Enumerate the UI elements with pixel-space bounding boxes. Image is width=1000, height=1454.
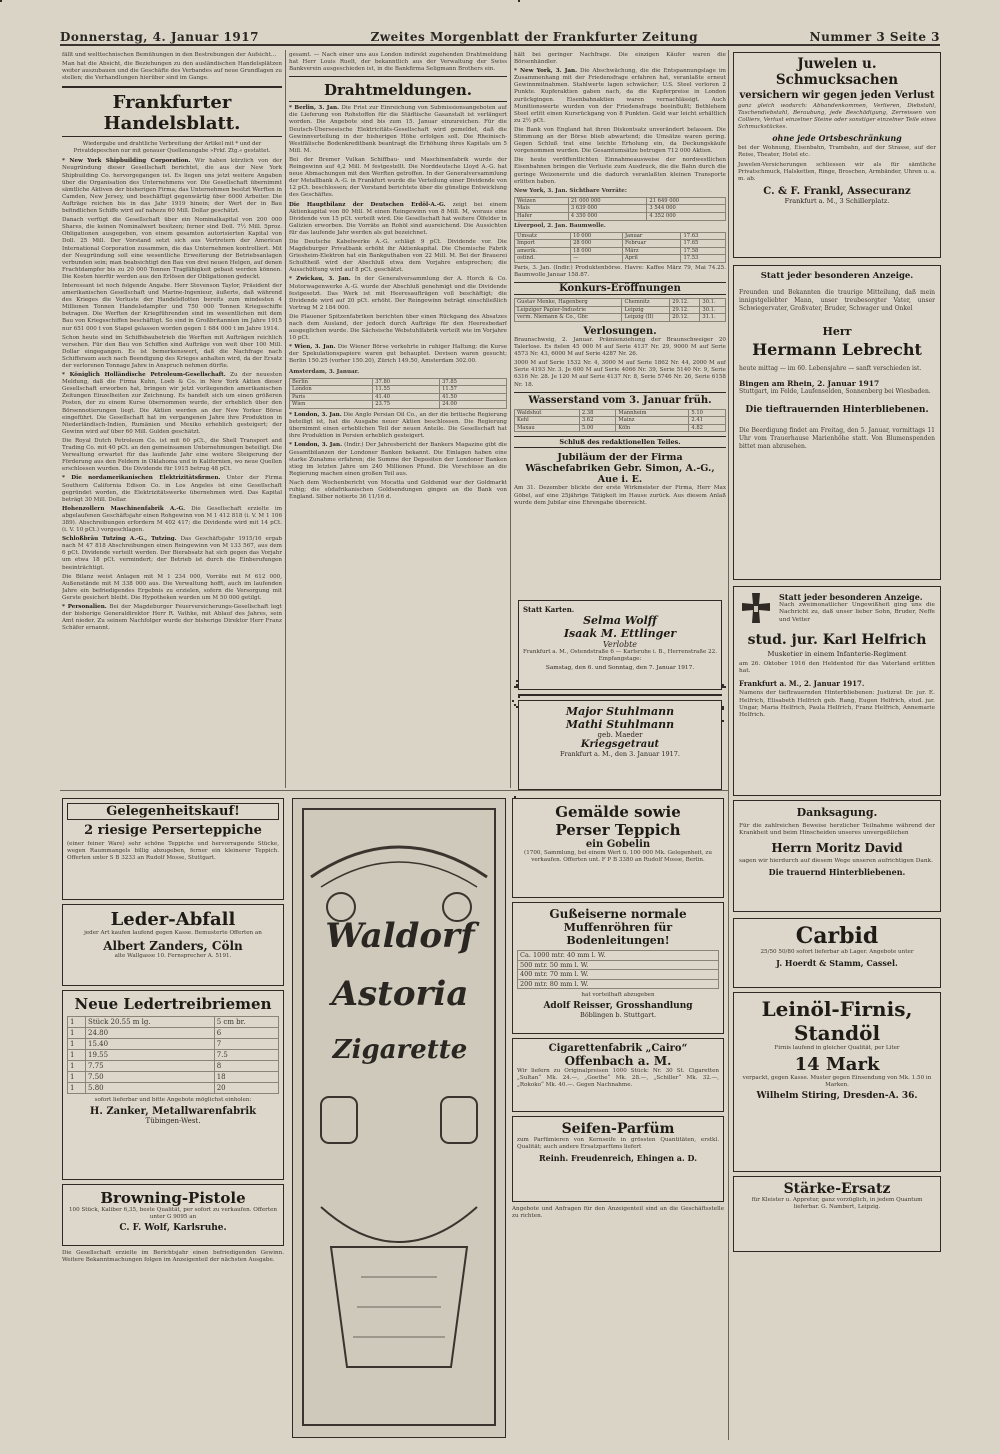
intro-text: hält bei geringer Nachfrage. Die einzigen Käufer waren die Börsenhändler. bbox=[514, 52, 726, 66]
ad-stuhlmann: Major Stuhlmann Mathi Stuhlmann geb. Maeder Kriegsgetraut Frankfurt a. M., den 3. Januar 1917. bbox=[518, 700, 722, 790]
newspaper-page: Donnerstag, 4. Januar 1917 Zweites Morgenblatt der Frankfurter Zeitung Nummer 3 Seite 3 fällt und welttechnischen Bemühungen in den Bestrebungen der Aufsicht... Man hat die Absicht, die Beziehungen zu den ausländischen Handelsplätzen weiter auszubauen und die Geschäfte des Verbandes auf neue Grundlagen zu stellen; die Verhandlungen hierüber sind im Gange. Frankfurter Handelsblatt. Wiedergabe und drahtliche Verbreitung der Artikel mit * und der Privatdepeschen nur mit genauer Quellenangabe »Frkf. Ztg.« gestattet. * New York Shipbuilding Corporation. Wir haben kürzlich von der Neugründung dieser Gesellschaft berichtet, die aus der New York Shipbuilding Co. hervorgegangen ist. Es liegen uns jetzt weitere Angaben über die Organisation des Unternehmens vor. Die Gesellschaft übernimmt sämtliche Aktiven der bisherigen Firma; das Unternehmen besitzt Werften in Camden, New Jersey, und beschäftigt gegenwärtig über 6000 Arbeiter. Die Aufträge reichen bis in das Jahr 1919 hinein; der Wert der in Bau befindlichen Schiffe wird auf nahezu 60 Mill. Dollar geschätzt. Danach verfügt die Gesellschaft über ein Nominalkapital von 200 000 Shares, die keinen Nominalwert besitzen; ferner sind Doll. 7½ Mill. 5proz. Obligationen ausgegeben, von einem gesamten autorisierten Kapital von Doll. 25 Mill. Der Vorstand setzt sich aus Vertretern der American International Corporation zusammen, die das Unternehmen kontrolliert. Mit der Neugründung soll eine wesentliche Erweiterung der Betriebsanlagen verbunden sein; man beabsichtigt den Bau von drei neuen Helgen, auf denen Frachtdampfer bis zu 20 000 Tonnen Tragfähigkeit gebaut werden können. Die Kosten hierfür werden aus den Erlösen der Obligationen gedeckt. Interessant ist noch folgende Angabe. Herr Stevenson Taylor, Präsident der amerikanischen Gesellschaft und Marine-Ingenieur, äußerte, daß während des Krieges die Verluste der Handelsflotten bereits zum mindesten 4 Millionen Tonnen Handelsdampfer und 750 000 Tonnen Kriegsschiffe betragen. Die Werften der Kriegführenden sind im wesentlichen mit dem Bau von Kriegsschiffen beschäftigt. So sind in Großbritannien im Jahre 1915 nur 651 000 t von Stapel gelassen worden gegen 1 684 000 t im Jahre 1914. Schon heute sind im Schiffsbaubetrieb die Werften mit Aufträgen reichlich versehen. Für den Bau von Schiffen sind Aufträge von weit über 100 Mill. Dollar eingegangen. Es ist bemerkenswert, daß die Nachfrage nach Schiffsraum auch nach Beendigung des Krieges anhalten wird, da der Ersatz der verlorenen Tonnage Jahre in Anspruch nehmen dürfte. * Königlich Holländische Petroleum-Gesellschaft. Zu der neuesten Meldung, daß die Firma Kuhn, Loeb & Co. in New York Aktien dieser Gesellschaft erworben hat, bringen wir jetzt vorliegenden amerikanischen Zeitungen Einzelheiten zur Zeichnung. Es handelt sich um einen größeren Posten, der zu einem Kurse übernommen wurde, der erheblich über den Börsennotierungen liegt. Die Aktien werden an der New Yorker Börse eingeführt. Die Gesellschaft hat im vergangenen Jahre ihre Produktion in Niederländisch-Indien, Rumänien und Mexiko erheblich gesteigert; der Gewinn wird auf über 60 Mill. Gulden geschätzt. Die Royal Dutch Petroleum Co. ist mit 60 pCt., die Shell Transport and Trading Co. mit 40 pCt. an den gemeinsamen Unternehmungen beteiligt. Die Verwaltung erwartet für das laufende Jahr eine weitere Steigerung der Förderung aus den Feldern in Oklahoma und in Kalifornien, wo neue Quellen erschlossen wurden. Die Dividende für 1915 betrug 48 pCt. * Die nordamerikanischen Elektrizitätsfirmen. Unter der Firma Southern California Edison Co. in Los Angeles ist eine Gesellschaft gegründet worden, die Elektrizitätswerke übernehmen wird. Das Kapital beträgt 30 Mill. Dollar. Hohenzollern Maschinenfabrik A.-G. Die Gesellschaft erzielte im abgelaufenen Geschäftsjahr einen Rohgewinn von M 1 412 818 (i. V. M 1 106 389). Abschreibungen erfordern M 402 417; die Dividende wird mit 14 pCt. (i. V. 10 pCt.) vorgeschlagen. Schloßbräu Tutzing A.-G., Tutzing. Das Geschäftsjahr 1915/16 ergab nach M 47 818 Abschreibungen einen Reingewinn von M 133 567, aus dem 6 pCt. Dividende verteilt werden. Der Bierabsatz hat sich gegen das Vorjahr um etwa 18 pCt. vermindert; der Betrieb ist durch die Einberufungen beeinträchtigt. Die Bilanz weist Anlagen mit M 1 234 000, Vorräte mit M 612 000, Außenstände mit M 338 000 aus. Die Verwaltung hofft, auch im laufenden Jahre ein befriedigendes Ergebnis zu erzielen, sofern die Versorgung mit Gerste gesichert bleibt. Die Hypotheken wurden um M 50 000 getilgt. * Personalien. Bei der Magdeburger Feuerversicherungs-Gesellschaft legt der bisherige Generaldirektor Herr R. Vathke, mit Ablauf des Jahres, sein Amt nieder. Zu seinem Nachfolger wurde der bisherige Direktor Herr Franz Schäfer ernannt. gesamt. — Nach einer uns aus London indirekt zugehenden Drahtmeldung hat Herr Louis Ruelt, der bekanntlich aus der Verwaltung der Swiss Bankverein ausgeschieden ist, in die Bankfirma Seligmann Brothers ein. Drahtmeldungen. * Berlin, 3. Jan. Die Frist zur Einreichung von Submissionsangeboten auf die Lieferung von Rohstoffen für die Städtische Gasanstalt ist verlängert worden. Die Angebote sind bis zum 15. Januar einzureichen. Für die Deutsch-Überseeische Elektricitäts-Gesellschaft wird gemeldet, daß die Gewinnverteilung in der bisherigen Höhe erfolgen soll. Die Rheinisch-Westfälische Bodenkreditbank beantragt die Erhöhung ihres Kapitals um 5 Mill. M. Bei der Bremer Vulkan Schiffbau- und Maschinenfabrik wurde der Reingewinn auf 4,2 Mill. M festgestellt. Die Norddeutsche Lloyd A.-G. hat neue Abmachungen mit den Werften getroffen. In der Generalversammlung der Metallbank A.-G. in Frankfurt wurde die Verteilung einer Dividende von 12 pCt. beschlossen; der Vorstand berichtete über die günstige Entwicklung des Geschäftes. Die Hauptbilanz der Deutschen Erdöl-A.-G. zeigt bei einem Aktienkapital von 80 Mill. M einen Reingewinn von 8 Mill. M, woraus eine Dividende von 15 pCt. verteilt wird. Die Gesellschaft hat weitere Ölfelder in Galizien erworben. Die Vorräte an Rohöl sind ausreichend. Die Aussichten für das laufende Jahr werden als gut bezeichnet. Die Deutsche Kabelwerke A.-G. schlägt 9 pCt. Dividende vor. Die Magdeburger Privatbank erhöht ihr Aktienkapital. Die Chemische Fabrik Griesheim-Elektron hat ein Bankguthaben von 22 Mill. M. Bei der Brauerei Schultheiß wird der Abschluß etwa dem Vorjahre entsprechen; die Ausschüttung wird auf 8 pCt. geschätzt. * Zwickau, 3. Jan. In der Generalversammlung der A. Horch & Co. Motorwagenwerke A.-G. wurde der Abschluß genehmigt und die Dividende festgesetzt. Das Werk ist mit Heeresaufträgen voll beschäftigt; die Dividende wird auf 20 pCt. erhöht. Der Reingewinn beträgt einschließlich Vortrag M 2 184 000. Die Plauener Spitzenfabriken berichten über einen Rückgang des Absatzes nach dem Ausland, der jedoch durch Aufträge für den Heeresbedarf ausgeglichen wurde. Die Sächsische Webstuhlfabrik verteilt wie im Vorjahre 10 pCt. * Wien, 3. Jan. Die Wiener Börse verkehrte in ruhiger Haltung; die Kurse der Spekulationspapiere waren gut behauptet. Devisen waren gesucht; Berlin 150.25 (vorher 150.20), Zürich 149.50, Amsterdam 302.00. Amsterdam, 3. Januar. Berlin 37.80 37.85 London 11.55 11.57 Paris 41.40 41.50 Wien 23.75 24.00 * London, 3. Jan. Die Anglo Persian Oil Co., an der die britische Regierung beteiligt ist, hat die Ausgabe neuer Aktien beschlossen. Die Regierung übernimmt einen erheblichen Teil der neuen Anteile. Die Gesellschaft hat ihre Produktion in Persien erheblich gesteigert. * London, 3. Jan. (Indir.) Der Jahresbericht der Bankers Magazine gibt die Gesamtbilanzen der Londoner Banken bekannt. Die Einlagen haben eine starke Zunahme erfahren; die Summe der Depositen der Londoner Banken stieg im letzten Jahre um 240 Millionen Pfund. Die Vorschüsse an die Regierung machen einen großen Teil aus. Nach dem Wochenbericht von Mocatta und Goldsmid war der Goldmarkt ruhig; die südafrikanischen Goldsendungen gingen an die Bank von England. Silber notierte 36 11/16 d. hält bei geringer Nachfrage. Die einzigen Käufer waren die Börsenhändler. * New York, 3. Jan. Die Abschwächung, die die Entspannungslage im Zusammenhang mit der Friedensfrage erfahren hat, veranlaßte erneut Gewinnmitnahmen. Stahlwerte lagen schwächer; U.S. Steel verloren 2 Punkte. Kupferaktien gaben nach, da die Kupferpreise in London zurückgingen. Eisenbahnaktien waren vernachlässigt. Auch Munitionswerte wurden von der Friedensfrage beeinflußt; Bethlehem Steel erlitt einen Kursrückgang von 8 Punkten. Geld war leicht erhältlich zu 2½ pCt. Die Bank von England hat ihren Diskontsatz unverändert belassen. Die Stimmung an der Börse blieb abwartend; die Umsätze waren gering. Gegen Schluß trat eine leichte Erholung ein, da Deckungskäufe vorgenommen wurden. Die Gesamtumsätze betrugen 712 000 Aktien. Die heute veröffentlichten Einnahmeausweise der nordwestlichen Eisenbahnen bringen die Verluste zum Ausdruck, die die Bahn durch die geringe Weizenernte und die dadurch veranlaßten kleinen Transporte erlitten haben. New York, 3. Jan. Sichtbare Vorräte: Weizen 21 000 000 21 649 000 Mais 3 639 000 3 544 000 Hafer 4 350 000 4 352 000 Liverpool, 2. Jan. Baumwolle. Umsatz 10 000 Januar 17.63 Import 28 000 Februar 17.65 amerik. 18 000 März 17.58 ostind. — April 17.53 Paris, 3. Jan. (Indir.) Produktenbörse. Havre: Kaffee März 79, Mai 74.25. Baumwolle Januar 158.87. Konkurs-Eröffnungen Gustav Menke, Hagenberg Chemnitz 29.12. 30.1. Leipziger Papier-Industrie Leipzig 29.12. 30.1. verm. Niemann & Co., Gbr. Leipzig (II) 20.12. 31.1. Verlosungen. Braunschweig, 2. Januar. Prämienziehung der Braunschweiger 20 Talerlose. Es fielen 45 000 M auf Serie 4137 Nr. 29, 9000 M auf Serie 4573 Nr. 43, 6000 M auf Serie 4287 Nr. 26. 3000 M auf Serie 1532 Nr. 4, 3000 M auf Serie 1862 Nr. 44, 2000 M auf Serie 4193 Nr. 3. Je 600 M auf Serie 4066 Nr. 39, Serie 5140 Nr. 9, Serie 6316 Nr. 28. Je 120 M auf Serie 4137 Nr. 8, Serie 5746 Nr. 26, Serie 6158 Nr. 18. Wasserstand vom 3. Januar früh. Waldshut 2.38 Mannheim 5.10 Kehl 3.62 Mainz 2.41 Maxau 5.00 Köln 4.82 Schluß des redaktionellen Teiles. Jubiläum der der Firma Wäschefabriken Gebr. Simon, A.-G., Aue i. E. Am 31. Dezember blickte der erste Wirkmeister der Firma, Herr Max Göbel, auf eine 25jährige Tätigkeit im Hause zurück. Aus diesem Anlaß wurde dem Jubilar eine Ehrengabe überreicht. Juwelen u. Schmucksachen versichern wir gegen jeden Verlust ganz gleich wodurch: Abhandenkommen, Verlieren, Diebstahl, Taschendiebstahl, Beraubung, jede Beschädigung, Zerreissen von Colliers, Verlust einzelner Steine oder sonstiger einzelner Teile eines Schmuckstückes. ohne jede Ortsbeschränkung bei der Wohnung, Eisenbahn, Trambahn, auf der Strasse, auf der Reise, Theater, Hotel etc. Juwelen-Versicherungen schliessen wir als für sämtliche Privatschmuck, Halsketten, Ringe, Broschen, Armbänder, Uhren u. a. m. ab. C. & F. Frankl, Assecuranz Frankfurt a. M., 3 Schillerplatz. Statt jeder besonderen Anzeige. Freunden und Bekannten die traurige Mitteilung, daß mein innigstgeliebter Mann, unser treubesorgter Vater, unser Schwiegervater, Großvater, Bruder, Schwager und Onkel Herr Hermann Lebrecht heute mittag — im 60. Lebensjahre — sanft verschieden ist. Bingen am Rhein, 2. Januar 1917 Stuttgart, im Felde, Laufenselden, Sonnenberg bei Wiesbaden. Die tieftrauernden Hinterbliebenen. Die Beerdigung findet am Freitag, den 5. Januar, vormittags 11 Uhr vom Trauerhause Marienhöhe statt. Von Blumenspenden bittet man abzusehen. Statt jeder besonderen Anzeige. Nach zweimonatlicher Ungewißheit ging uns die Nachricht zu, daß unser lieber Sohn, Bruder, Neffe und Vetter stud. jur. Karl Helfrich Musketier in einem Infanterie-Regiment am 26. Oktober 1916 den Heldentod für das Vaterland erlitten hat. Frankfurt a. M., 2. Januar 1917. Namens der tieftrauernden Hinterbliebenen: Justizrat Dr. jur. E. Helfrich, Elisabeth Helfrich geb. Rang, Eugen Helfrich, stud. jur. Ungar, Maria Helfrich, Paula Helfrich, Franz Helfrich, Annemarie Helfrich. Danksagung. Für die zahlreichen Beweise herzlicher Teilnahme während der Krankheit und beim Hinscheiden unseres unvergeßlichen Herrn Moritz David sagen wir hierdurch auf diesem Wege unseren aufrichtigen Dank. Die trauernd Hinterbliebenen. Gelegenheitskauf! 2 riesige Perserteppiche (einer feiner Ware) sehr schöne Teppiche und hervorragende Stücke, wegen Raummangels billig abzugeben, ferner ein kleinerer Teppich. Offerten unter S B 3233 an Rudolf Mosse, Stuttgart. Leder-Abfall jeder Art kaufen laufend gegen Kasse. Bemusterte Offerten an Albert Zanders, Cöln alte Wallgasse 10. Fernsprecher A. 5191. Neue Ledertreibriemen 1 Stück 20.55 m lg. 5 cm br. 1 24.80 6 1 15.40 7 1 19.55 7.5 1 7.75 8 1 7.50 18 1 5.80 20 sofort lieferbar und bitte Angebote möglichst einholen: H. Zanker, Metallwarenfabrik Tübingen-West. Browning-Pistole 100 Stück, Kaliber 6,35, beste Qualität, per sofort zu verkaufen. Offerten unter G 9095 an C. F. Wolf, Karlsruhe. Die Gesellschaft erzielte im Berichtsjahr einen befriedigenden Gewinn. Weitere Bekanntmachungen folgen im Anzeigenteil der nächsten Ausgabe. Waldorf Astoria Zigarette Gemälde sowie Perser Teppich ein Gobelin (1700, Sammlung, bei einem Wert ü. 100 000 Mk. Gelegenheit, zu verkaufen. Offerten unt. F P B 3380 an Rudolf Mosse, Berlin. Gußeiserne normale Muffenröhren für Bodenleitungen! Ca. 1000 mtr. 40 mm l. W. 500 mtr. 50 mm l. W. 400 mtr. 70 mm l. W. 200 mtr. 80 mm l. W. hat vorteilhaft abzugeben Adolf Reisser, Grosshandlung Böblingen b. Stuttgart. Cigarettenfabrik „Cairo“ Offenbach a. M. Wir liefern zu Originalpreisen 1000 Stück: Nr. 30 St. Cigaretten „Sultan“ Mk. 24.—, „Goethe“ Mk. 28.—, „Schiller“ Mk. 32.—, „Rokoko“ Mk. 40.—. Gegen Nachnahme. Seifen-Parfüm zum Parfümieren von Kernseife in grössten Quantitäten, erstkl. Qualität; auch andere Ersatzparfüms liefert Reinh. Freudenreich, Ehingen a. D. Angebote und Anfragen für den Anzeigenteil sind an die Geschäftsstelle zu richten. Carbid 25/50 50/80 sofort lieferbar ab Lager. Angebote unter J. Hoerdt & Stamm, Cassel. Leinöl-Firnis, Standöl Firnis laufend in gleicher Qualität, per Liter 14 Mark verpackt, gegen Kasse. Muster gegen Einsendung von Mk. 1.50 in Marken. Wilhelm Stiring, Dresden-A. 36. Stärke-Ersatz für Kleister u. Appretur, ganz vorzüglich, in jedem Quantum lieferbar. G. Nambert, Leipzig. bbox=[0, 0, 1000, 1454]
ad-juwelen-sub: versichern wir gegen jeden Verlust bbox=[739, 90, 935, 101]
table-row: London 11.55 11.57 bbox=[290, 386, 507, 394]
column-handelsblatt: fällt und welttechnischen Bemühungen in den Bestrebungen der Aufsicht... Man hat die Absicht, die Beziehungen zu den ausländischen Handelsplätzen weiter auszubauen und die Geschäfte des Verbandes auf neue Grundlagen zu stellen; die Verhandlungen hierüber sind im Gange. Frankfurter Handelsblatt. Wiedergabe und drahtliche Verbreitung der Artikel mit * und der Privatdepeschen nur mit genauer Quellenangabe »Frkf. Ztg.« gestattet. * New York Shipbuilding Corporation. Wir haben kürzlich von der Neugründung dieser Gesellschaft berichtet, die aus der New York Shipbuilding Co. hervorgegangen ist. Es liegen uns jetzt weitere Angaben über die Organisation des Unternehmens vor. Die Gesellschaft übernimmt sämtliche Aktiven der bisherigen Firma; das Unternehmen besitzt Werften in Camden, New Jersey, und beschäftigt gegenwärtig über 6000 Arbeiter. Die Aufträge reichen bis in das Jahr 1919 hinein; der Wert der in Bau befindlichen Schiffe wird auf nahezu 60 Mill. Dollar geschätzt. Danach verfügt die Gesellschaft über ein Nominalkapital von 200 000 Shares, die keinen Nominalwert besitzen; ferner sind Doll. 7½ Mill. 5proz. Obligationen ausgegeben, von einem gesamten autorisierten Kapital von Doll. 25 Mill. Der Vorstand setzt sich aus Vertretern der American International Corporation zusammen, die das Unternehmen kontrolliert. Mit der Neugründung soll eine wesentliche Erweiterung der Betriebsanlagen verbunden sein; man beabsichtigt den Bau von drei neuen Helgen, auf denen Frachtdampfer bis zu 20 000 Tonnen Tragfähigkeit gebaut werden können. Die Kosten hierfür werden aus den Erlösen der Obligationen gedeckt. Interessant ist noch folgende Angabe. Herr Stevenson Taylor, Präsident der amerikanischen Gesellschaft und Marine-Ingenieur, äußerte, daß während des Krieges die Verluste der Handelsflotten bereits zum mindesten 4 Millionen Tonnen Handelsdampfer und 750 000 Tonnen Kriegsschiffe betragen. Die Werften der Kriegführenden sind im wesentlichen mit dem Bau von Kriegsschiffen beschäftigt. So sind in Großbritannien im Jahre 1915 nur 651 000 t von Stapel gelassen worden gegen 1 684 000 t im Jahre 1914. Schon heute sind im Schiffsbaubetrieb die Werften mit Aufträgen reichlich versehen. Für den Bau von Schiffen sind Aufträge von weit über 100 Mill. Dollar eingegangen. Es ist bemerkenswert, daß die Nachfrage nach Schiffsraum auch nach Beendigung des Krieges anhalten wird, da der Ersatz der verlorenen Tonnage Jahre in Anspruch nehmen dürfte. * Königlich Holländische Petroleum-Gesellschaft. Zu der neuesten Meldung, daß die Firma Kuhn, Loeb & Co. in New York Aktien dieser Gesellschaft erworben hat, bringen wir jetzt vorliegenden amerikanischen Zeitungen Einzelheiten zur Zeichnung. Es handelt sich um einen größeren Posten, der zu einem Kurse übernommen wurde, der erheblich über den Börsennotierungen liegt. Die Aktien werden an der New Yorker Börse eingeführt. Die Gesellschaft hat im vergangenen Jahre ihre Produktion in Niederländisch-Indien, Rumänien und Mexiko erheblich gesteigert; der Gewinn wird auf über 60 Mill. Gulden geschätzt. Die Royal Dutch Petroleum Co. ist mit 60 pCt., die Shell Transport and Trading Co. mit 40 pCt. an den gemeinsamen Unternehmungen beteiligt. Die Verwaltung erwartet für das laufende Jahr eine weitere Steigerung der Förderung aus den Feldern in Oklahoma und in Kalifornien, wo neue Quellen erschlossen wurden. Die Dividende für 1915 betrug 48 pCt. * Die nordamerikanischen Elektrizitätsfirmen. Unter der Firma Southern California Edison Co. in Los Angeles ist eine Gesellschaft gegründet worden, die Elektrizitätswerke übernehmen wird. Das Kapital beträgt 30 Mill. Dollar. Hohenzollern Maschinenfabrik A.-G. Die Gesellschaft erzielte im abgelaufenen Geschäftsjahr einen Rohgewinn von M 1 412 818 (i. V. M 1 106 389). Abschreibungen erfordern M 402 417; die Dividende wird mit 14 pCt. (i. V. 10 pCt.) vorgeschlagen. Schloßbräu Tutzing A.-G., Tutzing. Das Geschäftsjahr 1915/16 ergab nach M 47 818 Abschreibungen einen Reingewinn von M 133 567, aus dem 6 pCt. Dividende verteilt werden. Der Bierabsatz hat sich gegen das Vorjahr um etwa 18 pCt. vermindert; der Betrieb ist durch die Einberufungen beeinträchtigt. Die Bilanz weist Anlagen mit M 1 234 000, Vorräte mit M 612 000, Außenstände mit M 338 000 aus. Die Verwaltung hofft, auch im laufenden Jahre ein befriedigendes Ergebnis zu erzielen, sofern die Versorgung mit Gerste gesichert bleibt. Die Hypotheken wurden um M 50 000 getilgt. * Personalien. Bei der Magdeburger Feuerversicherungs-Gesellschaft legt der bisherige Generaldirektor Herr R. Vathke, mit Ablauf des Jahres, sein Amt nieder. Zu seinem Nachfolger wurde der bisherige Direktor Herr Franz Schäfer ernannt. bbox=[62, 52, 282, 632]
jubilaeum-title: Jubiläum der der Firma bbox=[557, 452, 683, 464]
cotton-table: Umsatz 10 000 Januar 17.63 Import 28 000 Februar 17.65 amerik. 18 000 März 17.58 ostind. — April 17.53 bbox=[514, 232, 726, 263]
article: * New York, 3. Jan. Die Abschwächung, die die Entspannungslage im Zusammenhang mit der Friedensfrage erfahren hat, veranlaßte erneut Gewinnmitnahmen. Stahlwerte lagen schwächer; U.S. Steel verloren 2 Punkte. Kupferaktien gaben nach, da die Kupferpreise in London zurückgingen. Eisenbahnaktien waren vernachlässigt. Auch Munitionswerte wurden von der Friedensfrage beeinflußt; Bethlehem Steel erlitt einen Kursrückgang von 8 Punkten. Geld war leicht erhältlich zu 2½ pCt. bbox=[514, 68, 726, 124]
header-date: Donnerstag, 4. Januar 1917 bbox=[60, 30, 259, 44]
table-row: 1 Stück 20.55 m lg. 5 cm br. bbox=[68, 1017, 279, 1028]
ad-gelegenheitskauf: Gelegenheitskauf! 2 riesige Perserteppiche (einer feiner Ware) sehr schöne Teppiche und hervorragende Stücke, wegen Raummangels billig abzugeben, ferner ein kleinerer Teppich. Offerten unter S B 3233 an Rudolf Mosse, Stuttgart. bbox=[62, 798, 284, 900]
riemen-table bbox=[67, 1016, 279, 1094]
verlosung-text: Braunschweig, 2. Januar. Prämienziehung der Braunschweiger 20 Talerlose. Es fielen 45 000 M auf Serie 4137 Nr. 29, 9000 M auf Serie 4573 Nr. 43, 6000 M auf Serie 4287 Nr. 26. bbox=[514, 337, 726, 358]
ad-leinoel: Leinöl-Firnis, Standöl Firnis laufend in gleicher Qualität, per Liter 14 Mark verpackt, gegen Kasse. Muster gegen Einsendung von Mk. 1.50 in Marken. Wilhelm Stiring, Dresden-A. 36. bbox=[733, 992, 941, 1172]
table-row: 1 7.75 8 bbox=[68, 1061, 279, 1072]
water-table: Waldshut 2.38 Mannheim 5.10 Kehl 3.62 Mainz 2.41 Maxau 5.00 Köln 4.82 bbox=[514, 409, 726, 433]
verlosung-title: Verlosungen. bbox=[583, 326, 657, 337]
column-rule bbox=[285, 50, 286, 788]
table-row: Paris 41.40 41.50 bbox=[290, 393, 507, 401]
ad-lebrecht: Statt jeder besonderen Anzeige. Freunden und Bekannten die traurige Mitteilung, daß mein innigstgeliebter Mann, unser treubesorgter Vater, unser Schwiegervater, Großvater, Bruder, Schwager und Onkel Herr Hermann Lebrecht heute mittag — im 60. Lebensjahre — sanft verschieden ist. Bingen am Rhein, 2. Januar 1917 Stuttgart, im Felde, Laufenselden, Sonnenberg bei Wiesbaden. Die tieftrauernden Hinterbliebenen. Die Beerdigung findet am Freitag, den 5. Januar, vormittags 11 Uhr vom Trauerhause Marienhöhe statt. Von Blumenspenden bittet man abzusehen. bbox=[733, 265, 941, 580]
ad-carbid: Carbid 25/50 50/80 sofort lieferbar ab Lager. Angebote unter J. Hoerdt & Stamm, Cassel. bbox=[733, 918, 941, 988]
astoria-word: Astoria bbox=[331, 975, 469, 1013]
ad-leder-abfall: Leder-Abfall jeder Art kaufen laufend gegen Kasse. Bemusterte Offerten an Albert Zanders, Cöln alte Wallgasse 10. Fernsprecher A. 5191. bbox=[62, 904, 284, 986]
article: * Personalien. Bei der Magdeburger Feuerversicherungs-Gesellschaft legt der bisherige Generaldirektor Herr R. Vathke, mit Ablauf des Jahres, sein Amt nieder. Zu seinem Nachfolger wurde der bisherige Direktor Herr Franz Schäfer ernannt. bbox=[62, 604, 282, 632]
end-editorial: Schluß des redaktionellen Teiles. bbox=[559, 438, 681, 447]
article: Danach verfügt die Gesellschaft über ein Nominalkapital von 200 000 Shares, die keinen Nominalwert besitzen; ferner sind Doll. 7½ Mill. 5proz. Obligationen ausgegeben, von einem gesamten autorisierten Kapital von Doll. 25 Mill. Der Vorstand setzt sich aus Vertretern der American International Corporation zusammen, die das Unternehmen kontrolliert. Mit der Neugründung soll eine wesentliche Erweiterung der Betriebsanlagen verbunden sein; man beabsichtigt den Bau von drei neuen Helgen, auf denen Frachtdampfer bis zu 20 000 Tonnen Tragfähigkeit gebaut werden können. Die Kosten hierfür werden aus den Erlösen der Obligationen gedeckt. bbox=[62, 217, 282, 280]
zigarette-word: Zigarette bbox=[332, 1035, 468, 1065]
ad-juwelen: Juwelen u. Schmucksachen versichern wir gegen jeden Verlust ganz gleich wodurch: Abhandenkommen, Verlieren, Diebstahl, Taschendiebstahl, Beraubung, jede Beschädigung, Zerreissen von Colliers, Verlust einzelner Steine oder sonstiger einzelner Teile eines Schmuckstückes. ohne jede Ortsbeschränkung bei der Wohnung, Eisenbahn, Trambahn, auf der Strasse, auf der Reise, Theater, Hotel etc. Juwelen-Versicherungen schliessen wir als für sämtliche Privatschmuck, Halsketten, Ringe, Broschen, Armbänder, Uhren u. a. m. ab. C. & F. Frankl, Assecuranz Frankfurt a. M., 3 Schillerplatz. bbox=[733, 52, 941, 258]
section-title-drahtmeldungen: Drahtmeldungen. bbox=[323, 81, 473, 100]
article: * Königlich Holländische Petroleum-Gesellschaft. Zu der neuesten Meldung, daß die Firma Kuhn, Loeb & Co. in New York Aktien dieser Gesellschaft erworben hat, bringen wir jetzt vorliegenden amerikanischen Zeitungen Einzelheiten zur Zeichnung. Es handelt sich um einen größeren Posten, der zu einem Kurse übernommen wurde, der erheblich über den Börsennotierungen liegt. Die Aktien werden an der New Yorker Börse eingeführt. Die Gesellschaft hat im vergangenen Jahre ihre Produktion in Niederländisch-Indien, Rumänien und Mexiko erheblich gesteigert; der Gewinn wird auf über 60 Mill. Gulden geschätzt. bbox=[62, 372, 282, 435]
ad-gusseisen: Gußeiserne normale Muffenröhren für Bodenleitungen! Ca. 1000 mtr. 40 mm l. W. 500 mtr. 50 mm l. W. 400 mtr. 70 mm l. W. 200 mtr. 80 mm l. W. hat vorteilhaft abzugeben Adolf Reisser, Grosshandlung Böblingen b. Stuttgart. bbox=[512, 902, 724, 1034]
article: * London, 3. Jan. (Indir.) Der Jahresbericht der Bankers Magazine gibt die Gesamtbilanzen der Londoner Banken bekannt. Die Einlagen haben eine starke Zunahme erfahren; die Summe der Depositen der Londoner Banken stieg im letzten Jahre um 240 Millionen Pfund. Die Vorschüsse an die Regierung machen einen großen Teil aus. bbox=[289, 442, 507, 477]
header-page: Nummer 3 Seite 3 bbox=[809, 30, 940, 44]
iron-cross-icon bbox=[739, 592, 773, 626]
wasserstand-title: Wasserstand vom 3. Januar früh. bbox=[528, 394, 712, 406]
market-title: Liverpool, 2. Jan. Baumwolle. bbox=[514, 222, 606, 229]
article: * Berlin, 3. Jan. Die Frist zur Einreichung von Submissionsangeboten auf die Lieferung von Rohstoffen für die Städtische Gasanstalt ist verlängert worden. Die Angebote sind bis zum 15. Januar einzureichen. Für die Deutsch-Überseeische Elektricitäts-Gesellschaft wird gemeldet, daß die Gewinnverteilung in der bisherigen Höhe erfolgen soll. Die Rheinisch-Westfälische Bodenkreditbank beantragt die Erhöhung ihres Kapitals um 5 Mill. M. bbox=[289, 105, 507, 154]
ad-juwelen-firm: C. & F. Frankl, Assecuranz bbox=[763, 185, 911, 197]
ad-seifen-parfuem: Seifen-Parfüm zum Parfümieren von Kernseife in grössten Quantitäten, erstkl. Qualität; auch andere Ersatzparfüms liefert Reinh. Freudenreich, Ehingen a. D. bbox=[512, 1116, 724, 1202]
table-row: 1 7.50 18 bbox=[68, 1072, 279, 1083]
ad-ledertreibriemen: Neue Ledertreibriemen 1 Stück 20.55 m lg. 5 cm br. 1 24.80 6 1 15.40 7 1 19.55 7.5 1 7.75 8 1 7.50 18 1 5.80 20 sofort lieferbar und bitte Angebote möglichst einholen: H. Zanker, Metallwarenfabrik Tübingen-West. bbox=[62, 990, 284, 1180]
ad-verlobte: Statt Karten. Selma Wolff Isaak M. Ettlinger Verlobte Frankfurt a. M., Ostendstraße 6 — Karlsruhe i. B., Herrenstraße 22. Empfangstage: Samstag, den 6. und Sonntag, den 7. Januar 1917. bbox=[518, 600, 722, 690]
article: * London, 3. Jan. Die Anglo Persian Oil Co., an der die britische Regierung beteiligt ist, hat die Ausgabe neuer Aktien beschlossen. Die Regierung übernimmt einen erheblichen Teil der neuen Anteile. Die Gesellschaft hat ihre Produktion in Persien erheblich gesteigert. bbox=[289, 412, 507, 440]
table-row: 1 19.55 7.5 bbox=[68, 1050, 279, 1061]
market-title: New York, 3. Jan. Sichtbare Vorräte: bbox=[514, 187, 627, 194]
table-row: Weizen 21 000 000 21 649 000 bbox=[515, 197, 726, 205]
column-drahtmeldungen: gesamt. — Nach einer uns aus London indirekt zugehenden Drahtmeldung hat Herr Louis Ruelt, der bekanntlich aus der Verwaltung der Swiss Bankverein ausgeschieden ist, in die Bankfirma Seligmann Brothers ein. Drahtmeldungen. * Berlin, 3. Jan. Die Frist zur Einreichung von Submissionsangeboten auf die Lieferung von Rohstoffen für die Städtische Gasanstalt ist verlängert worden. Die Angebote sind bis zum 15. Januar einzureichen. Für die Deutsch-Überseeische Elektricitäts-Gesellschaft wird gemeldet, daß die Gewinnverteilung in der bisherigen Höhe erfolgen soll. Die Rheinisch-Westfälische Bodenkreditbank beantragt die Erhöhung ihres Kapitals um 5 Mill. M. Bei der Bremer Vulkan Schiffbau- und Maschinenfabrik wurde der Reingewinn auf 4,2 Mill. M festgestellt. Die Norddeutsche Lloyd A.-G. hat neue Abmachungen mit den Werften getroffen. In der Generalversammlung der Metallbank A.-G. in Frankfurt wurde die Verteilung einer Dividende von 12 pCt. beschlossen; der Vorstand berichtete über die günstige Entwicklung des Geschäftes. Die Hauptbilanz der Deutschen Erdöl-A.-G. zeigt bei einem Aktienkapital von 80 Mill. M einen Reingewinn von 8 Mill. M, woraus eine Dividende von 15 pCt. verteilt wird. Die Gesellschaft hat weitere Ölfelder in Galizien erworben. Die Vorräte an Rohöl sind ausreichend. Die Aussichten für das laufende Jahr werden als gut bezeichnet. Die Deutsche Kabelwerke A.-G. schlägt 9 pCt. Dividende vor. Die Magdeburger Privatbank erhöht ihr Aktienkapital. Die Chemische Fabrik Griesheim-Elektron hat ein Bankguthaben von 22 Mill. M. Bei der Brauerei Schultheiß wird der Abschluß etwa dem Vorjahre entsprechen; die Ausschüttung wird auf 8 pCt. geschätzt. * Zwickau, 3. Jan. In der Generalversammlung der A. Horch & Co. Motorwagenwerke A.-G. wurde der Abschluß genehmigt und die Dividende festgesetzt. Das Werk ist mit Heeresaufträgen voll beschäftigt; die Dividende wird auf 20 pCt. erhöht. Der Reingewinn beträgt einschließlich Vortrag M 2 184 000. Die Plauener Spitzenfabriken berichten über einen Rückgang des Absatzes nach dem Ausland, der jedoch durch Aufträge für den Heeresbedarf ausgeglichen wurde. Die Sächsische Webstuhlfabrik verteilt wie im Vorjahre 10 pCt. * Wien, 3. Jan. Die Wiener Börse verkehrte in ruhiger Haltung; die Kurse der Spekulationspapiere waren gut behauptet. Devisen waren gesucht; Berlin 150.25 (vorher 150.20), Zürich 149.50, Amsterdam 302.00. Amsterdam, 3. Januar. Berlin 37.80 37.85 London 11.55 11.57 Paris 41.40 41.50 Wien 23.75 24.00 * London, 3. Jan. Die Anglo Persian Oil Co., an der die britische Regierung beteiligt ist, hat die Ausgabe neuer Aktien beschlossen. Die Regierung übernimmt einen erheblichen Teil der neuen Anteile. Die Gesellschaft hat ihre Produktion in Persien erheblich gesteigert. * London, 3. Jan. (Indir.) Der Jahresbericht der Bankers Magazine gibt die Gesamtbilanzen der Londoner Banken bekannt. Die Einlagen haben eine starke Zunahme erfahren; die Summe der Depositen der Londoner Banken stieg im letzten Jahre um 240 Millionen Pfund. Die Vorschüsse an die Regierung machen einen großen Teil aus. Nach dem Wochenbericht von Mocatta und Goldsmid war der Goldmarkt ruhig; die südafrikanischen Goldsendungen gingen an die Bank von England. Silber notierte 36 11/16 d. bbox=[289, 52, 507, 501]
intro-text: gesamt. — Nach einer uns aus London indirekt zugehenden Drahtmeldung hat Herr Louis Ruelt, der bekanntlich aus der Verwaltung der Swiss Bankverein ausgeschieden ist, in die Bankfirma Seligmann Brothers ein. bbox=[289, 52, 507, 73]
column-rule bbox=[510, 50, 511, 788]
table-row: 1 5.80 20 bbox=[68, 1083, 279, 1094]
table-row: 1 24.80 6 bbox=[68, 1028, 279, 1039]
waldorf-word: Waldorf bbox=[325, 917, 475, 955]
ad-staerke: Stärke-Ersatz für Kleister u. Appretur, ganz vorzüglich, in jedem Quantum lieferbar. G. Nambert, Leipzig. bbox=[733, 1176, 941, 1252]
table-row: Wien 23.75 24.00 bbox=[290, 401, 507, 409]
section-subtitle: Wiedergabe und drahtliche Verbreitung der Artikel mit * und der Privatdepeschen nur mit genauer Quellenangabe »Frkf. Ztg.« gestattet. bbox=[73, 141, 271, 155]
article: * Wien, 3. Jan. Die Wiener Börse verkehrte in ruhiger Haltung; die Kurse der Spekulationspapiere waren gut behauptet. Devisen waren gesucht; Berlin 150.25 (vorher 150.20), Zürich 149.50, Amsterdam 302.00. bbox=[289, 344, 507, 365]
stocks-table bbox=[514, 197, 726, 221]
jubilaeum-subtitle: Wäschefabriken Gebr. Simon, A.-G., Aue i. E. bbox=[525, 463, 715, 486]
fallen-name: stud. jur. Karl Helfrich bbox=[747, 632, 927, 649]
header-title: Zweites Morgenblatt der Frankfurter Zeitung bbox=[370, 30, 699, 44]
ad-juwelen-title: Juwelen u. Schmucksachen bbox=[775, 56, 899, 88]
ad-cairo: Cigarettenfabrik „Cairo“ Offenbach a. M. Wir liefern zu Originalpreisen 1000 Stück: Nr. 30 St. Cigaretten „Sultan“ Mk. 24.—, „Goethe“ Mk. 28.—, „Schiller“ Mk. 32.—, „Rokoko“ Mk. 40.—. Gegen Nachnahme. bbox=[512, 1038, 724, 1112]
exchange-table bbox=[289, 378, 507, 409]
konkurs-title: Konkurs-Eröffnungen bbox=[559, 283, 681, 295]
section-title-handelsblatt: Frankfurter Handelsblatt. bbox=[103, 92, 241, 135]
column-rule bbox=[728, 50, 729, 1440]
table-row: Mais 3 639 000 3 544 000 bbox=[515, 205, 726, 213]
article: * New York Shipbuilding Corporation. Wir haben kürzlich von der Neugründung dieser Gesellschaft berichtet, die aus der New York Shipbuilding Co. hervorgegangen ist. Es liegen uns jetzt weitere Angaben über die Organisation des Unternehmens vor. Die Gesellschaft übernimmt sämtliche Aktiven der bisherigen Firma; das Unternehmen besitzt Werften in Camden, New Jersey, und beschäftigt gegenwärtig über 6000 Arbeiter. Die Aufträge reichen bis in das Jahr 1919 hinein; der Wert der in Bau befindlichen Schiffe wird auf nahezu 60 Mill. Dollar geschätzt. bbox=[62, 158, 282, 215]
table-title: Amsterdam, 3. Januar. bbox=[289, 368, 360, 375]
ad-browning: Browning-Pistole 100 Stück, Kaliber 6,35, beste Qualität, per sofort zu verkaufen. Offerten unter G 9095 an C. F. Wolf, Karlsruhe. bbox=[62, 1184, 284, 1246]
ad-gemaelde: Gemälde sowie Perser Teppich ein Gobelin (1700, Sammlung, bei einem Wert ü. 100 000 Mk. Gelegenheit, zu verkaufen. Offerten unt. F P B 3380 an Rudolf Mosse, Berlin. bbox=[512, 798, 724, 898]
section-rule bbox=[60, 790, 728, 791]
table-row: Hafer 4 350 000 4 352 000 bbox=[515, 212, 726, 220]
ad-danksagung: Danksagung. Für die zahlreichen Beweise herzlicher Teilnahme während der Krankheit und beim Hinscheiden unseres unvergeßlichen Herrn Moritz David sagen wir hierdurch auf diesem Wege unseren aufrichtigen Dank. Die trauernd Hinterbliebenen. bbox=[733, 800, 941, 912]
konkurs-table: Gustav Menke, Hagenberg Chemnitz 29.12. 30.1. Leipziger Papier-Industrie Leipzig 29.12. 30.1. verm. Niemann & Co., Gbr. Leipzig (II) 20.12. 31.1. bbox=[514, 298, 726, 322]
waldorf-ornament-icon bbox=[301, 807, 497, 1427]
table-row: 1 15.40 7 bbox=[68, 1039, 279, 1050]
ad-waldorf-astoria bbox=[292, 798, 506, 1438]
deceased-name: Hermann Lebrecht bbox=[752, 340, 922, 359]
ad-helfrich: Statt jeder besonderen Anzeige. Nach zweimonatlicher Ungewißheit ging uns die Nachricht zu, daß unser lieber Sohn, Bruder, Neffe und Vetter stud. jur. Karl Helfrich Musketier in einem Infanterie-Regiment am 26. Oktober 1916 den Heldentod für das Vaterland erlitten hat. Frankfurt a. M., 2. Januar 1917. Namens der tieftrauernden Hinterbliebenen: Justizrat Dr. jur. E. Helfrich, Elisabeth Helfrich geb. Rang, Eugen Helfrich, stud. jur. Ungar, Maria Helfrich, Paula Helfrich, Franz Helfrich, Annemarie Helfrich. bbox=[733, 586, 941, 796]
intro-text: fällt und welttechnischen Bemühungen in den Bestrebungen der Aufsicht... bbox=[62, 52, 277, 58]
article: Die Hauptbilanz der Deutschen Erdöl-A.-G. zeigt bei einem Aktienkapital von 80 Mill. M einen Reingewinn von 8 Mill. M, woraus eine Dividende von 15 pCt. verteilt wird. Die Gesellschaft hat weitere Ölfelder in Galizien erworben. Die Vorräte an Rohöl sind ausreichend. Die Aussichten für das laufende Jahr werden als gut bezeichnet. bbox=[289, 201, 507, 236]
column-markets: hält bei geringer Nachfrage. Die einzigen Käufer waren die Börsenhändler. * New York, 3. Jan. Die Abschwächung, die die Entspannungslage im Zusammenhang mit der Friedensfrage erfahren hat, veranlaßte erneut Gewinnmitnahmen. Stahlwerte lagen schwächer; U.S. Steel verloren 2 Punkte. Kupferaktien gaben nach, da die Kupferpreise in London zurückgingen. Eisenbahnaktien waren vernachlässigt. Auch Munitionswerte wurden von der Friedensfrage beeinflußt; Bethlehem Steel erlitt einen Kursrückgang von 8 Punkten. Geld war leicht erhältlich zu 2½ pCt. Die Bank von England hat ihren Diskontsatz unverändert belassen. Die Stimmung an der Börse blieb abwartend; die Umsätze waren gering. Gegen Schluß trat eine leichte Erholung ein, da Deckungskäufe vorgenommen wurden. Die Gesamtumsätze betrugen 712 000 Aktien. Die heute veröffentlichten Einnahmeausweise der nordwestlichen Eisenbahnen bringen die Verluste zum Ausdruck, die die Bahn durch die geringe Weizenernte und die dadurch veranlaßten kleinen Transporte erlitten haben. New York, 3. Jan. Sichtbare Vorräte: Weizen 21 000 000 21 649 000 Mais 3 639 000 3 544 000 Hafer 4 350 000 4 352 000 Liverpool, 2. Jan. Baumwolle. Umsatz 10 000 Januar 17.63 Import 28 000 Februar 17.65 amerik. 18 000 März 17.58 ostind. — April 17.53 Paris, 3. Jan. (Indir.) Produktenbörse. Havre: Kaffee März 79, Mai 74.25. Baumwolle Januar 158.87. Konkurs-Eröffnungen Gustav Menke, Hagenberg Chemnitz 29.12. 30.1. Leipziger Papier-Industrie Leipzig 29.12. 30.1. verm. Niemann & Co., Gbr. Leipzig (II) 20.12. 31.1. Verlosungen. Braunschweig, 2. Januar. Prämienziehung der Braunschweiger 20 Talerlose. Es fielen 45 000 M auf Serie 4137 Nr. 29, 9000 M auf Serie 4573 Nr. 43, 6000 M auf Serie 4287 Nr. 26. 3000 M auf Serie 1532 Nr. 4, 3000 M auf Serie 1862 Nr. 44, 2000 M auf Serie 4193 Nr. 3. Je 600 M auf Serie 4066 Nr. 39, Serie 5140 Nr. 9, Serie 6316 Nr. 28. Je 120 M auf Serie 4137 Nr. 8, Serie 5746 Nr. 26, Serie 6158 Nr. 18. Wasserstand vom 3. Januar früh. Waldshut 2.38 Mannheim 5.10 Kehl 3.62 Mainz 2.41 Maxau 5.00 Köln 4.82 Schluß des redaktionellen Teiles. Jubiläum der der Firma Wäschefabriken Gebr. Simon, A.-G., Aue i. E. Am 31. Dezember blickte der erste Wirkmeister der Firma, Herr Max Göbel, auf eine 25jährige Tätigkeit im Hause zurück. Aus diesem Anlaß wurde dem Jubilar eine Ehrengabe überreicht. bbox=[514, 52, 726, 506]
table-row: Berlin 37.80 37.85 bbox=[290, 378, 507, 386]
running-header bbox=[60, 22, 940, 46]
article: * Zwickau, 3. Jan. In der Generalversammlung der A. Horch & Co. Motorwagenwerke A.-G. wurde der Abschluß genehmigt und die Dividende festgesetzt. Das Werk ist mit Heeresaufträgen voll beschäftigt; die Dividende wird auf 20 pCt. erhöht. Der Reingewinn beträgt einschließlich Vortrag M 2 184 000. bbox=[289, 276, 507, 311]
